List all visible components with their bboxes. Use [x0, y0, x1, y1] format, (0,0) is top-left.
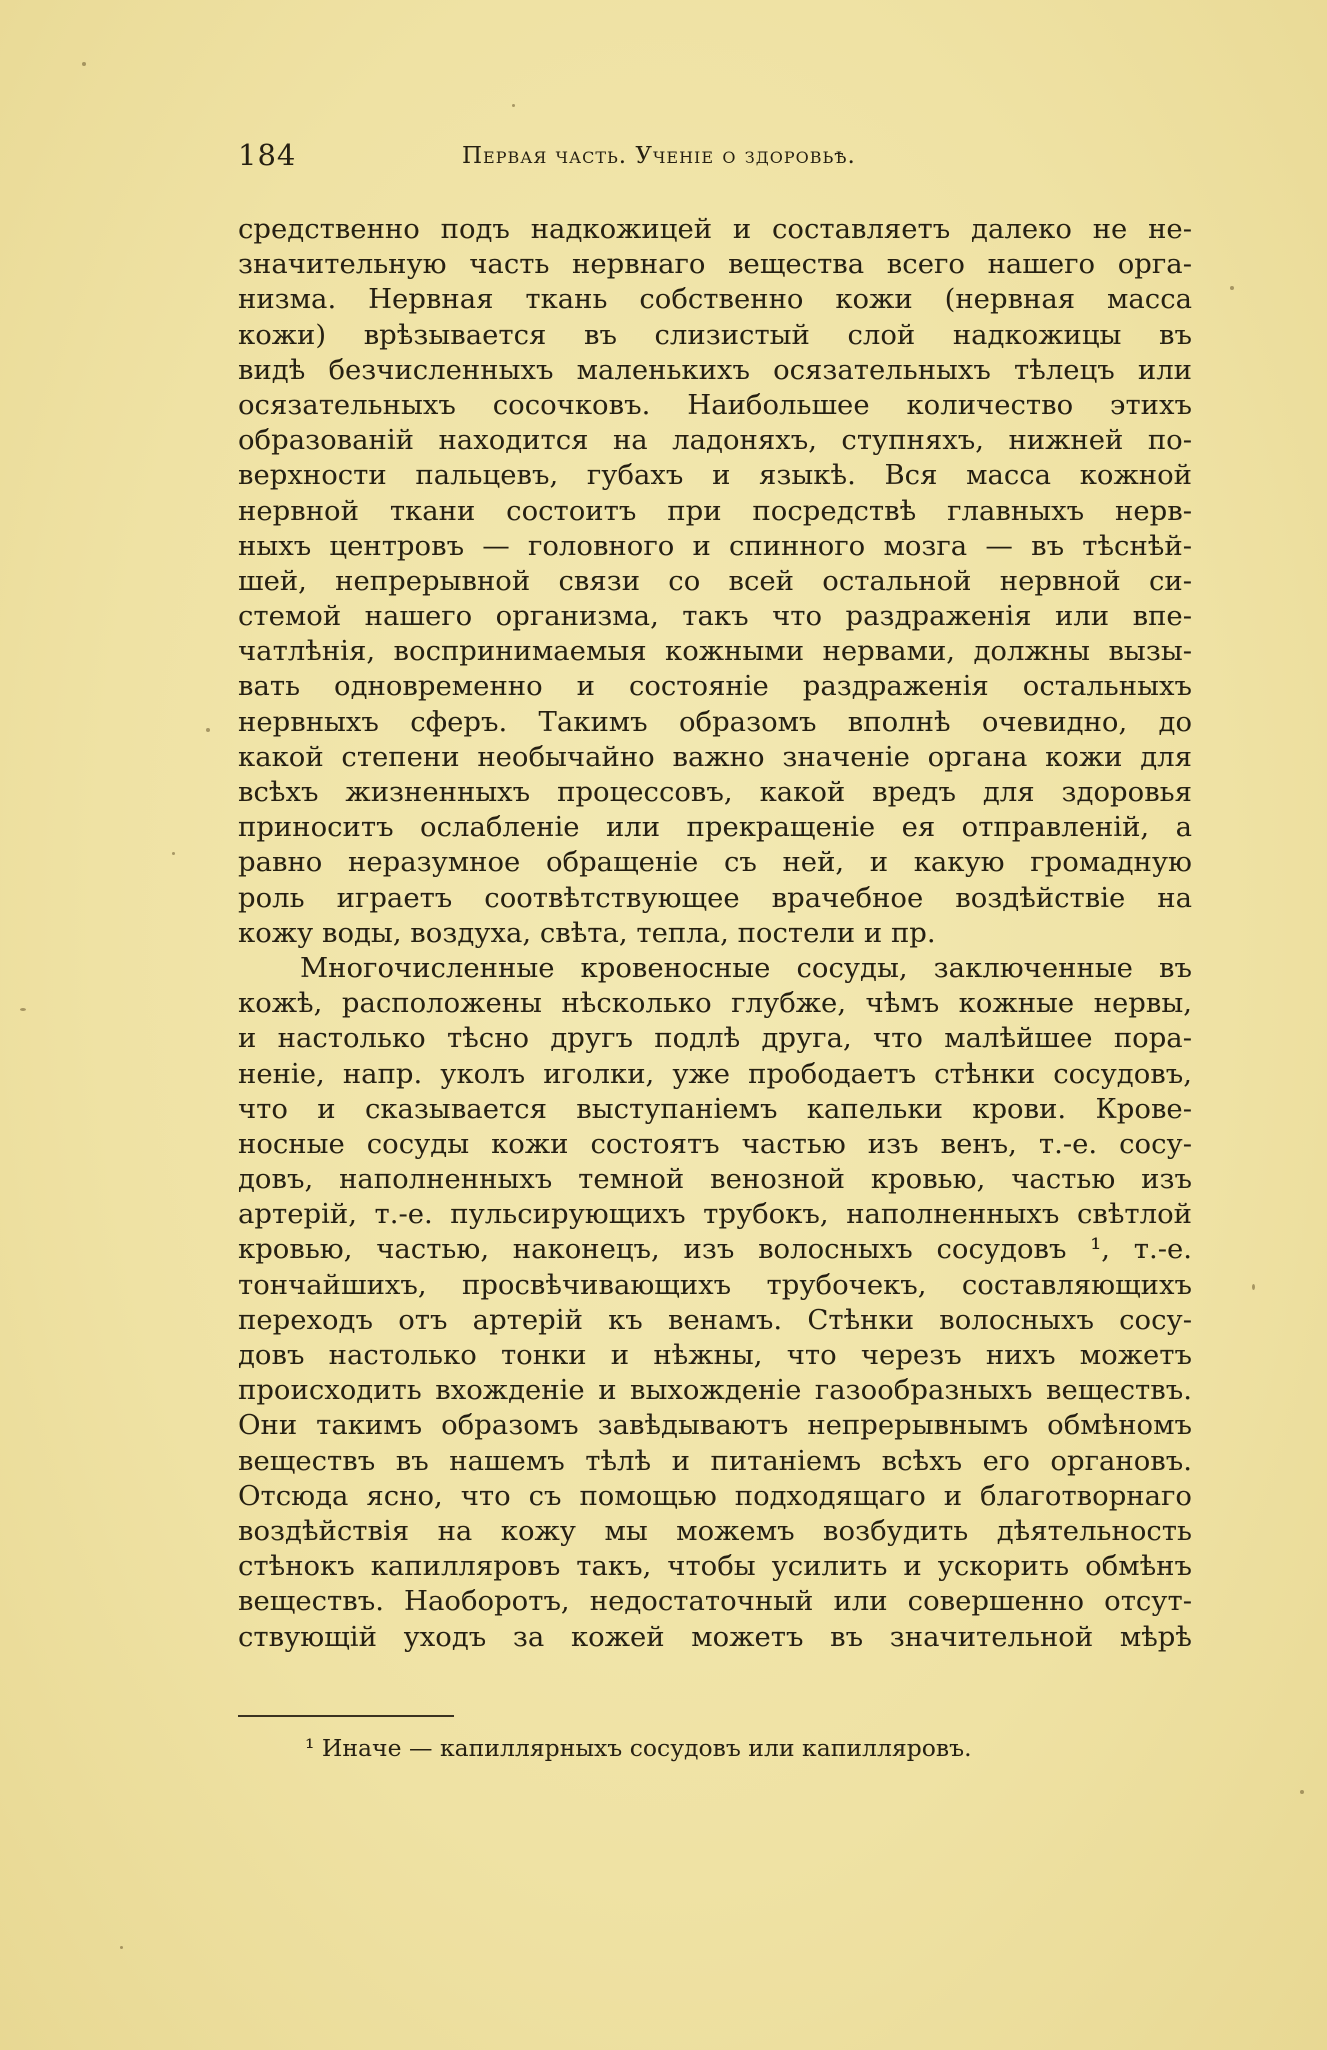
text-line: низма. Нервная ткань собственно кожи (нервная масса — [238, 283, 1192, 316]
text-line: шей, непрерывной связи со всей остальной нервной си- — [238, 564, 1192, 597]
text-line: происходить вхожденіе и выхожденіе газообразныхъ веществъ. — [238, 1374, 1192, 1407]
text-line: ствующій уходъ за кожей можетъ въ значительной мѣрѣ — [238, 1620, 1192, 1653]
paper-speck — [206, 728, 210, 732]
page-header — [238, 138, 1192, 178]
paper-speck — [82, 62, 86, 66]
text-line: образованій находится на ладоняхъ, ступняхъ, нижней по- — [238, 424, 1192, 457]
body-text — [238, 212, 1192, 1655]
text-line: кровью, частью, наконецъ, изъ волосныхъ сосудовъ ¹, т.-е. — [238, 1233, 1192, 1266]
paper-speck — [120, 1946, 123, 1949]
paper-speck — [20, 1008, 26, 1011]
page-number: 184 — [238, 138, 297, 172]
text-line: носные сосуды кожи состоятъ частью изъ венъ, т.-е. сосу- — [238, 1127, 1192, 1160]
paper-speck — [1230, 286, 1234, 290]
text-line: средственно подъ надкожицей и составляетъ далеко не не- — [238, 213, 1192, 245]
text-line: приноситъ ослабленіе или прекращеніе ея отправленій, а — [238, 811, 1192, 844]
text-line: всѣхъ жизненныхъ процессовъ, какой вредъ для здоровья — [238, 776, 1192, 808]
text-line: воздѣйствія на кожу мы можемъ возбудить дѣятельность — [238, 1514, 1192, 1547]
text-line: какой степени необычайно важно значеніе органа кожи для — [238, 740, 1192, 773]
text-line: осязательныхъ сосочковъ. Наибольшее количество этихъ — [238, 388, 1192, 421]
text-line: тончайшихъ, просвѣчивающихъ трубочекъ, составляющихъ — [238, 1268, 1192, 1301]
text-line: неніе, напр. уколъ иголки, уже прободаетъ стѣнки сосудовъ, — [238, 1057, 1192, 1090]
text-line: ныхъ центровъ — головного и спинного мозга — въ тѣснѣй- — [238, 529, 1192, 562]
text-line: значительную часть нервнаго вещества всего нашего орга- — [238, 248, 1192, 281]
text-line: чатлѣнія, воспринимаемыя кожными нервами, должны вызы- — [238, 635, 1192, 668]
paper-speck — [1300, 1790, 1304, 1794]
text-line: кожу воды, воздуха, свѣта, тепла, постели и пр. — [238, 916, 936, 949]
text-line: нервныхъ сферъ. Такимъ образомъ вполнѣ очевидно, до — [238, 705, 1192, 738]
text-line: Отсюда ясно, что съ помощью подходящаго и благотворнаго — [238, 1479, 1192, 1512]
footnote-divider — [238, 1715, 454, 1717]
text-line: и настолько тѣсно другъ подлѣ друга, что малѣйшее пора- — [238, 1022, 1192, 1055]
text-line: кожи) врѣзывается въ слизистый слой надкожицы въ — [238, 318, 1192, 351]
text-line: Многочисленные кровеносные сосуды, заключенные въ — [300, 951, 1192, 984]
text-line: стѣнокъ капилляровъ такъ, чтобы усилить и ускорить обмѣнъ — [238, 1550, 1192, 1583]
text-line: стемой нашего организма, такъ что раздраженія или впе- — [238, 600, 1192, 633]
text-line: кожѣ, расположены нѣсколько глубже, чѣмъ кожные нервы, — [238, 987, 1192, 1020]
text-line: довъ, наполненныхъ темной венозной кровью, частью изъ — [238, 1163, 1192, 1196]
text-line: переходъ отъ артерій къ венамъ. Стѣнки волосныхъ сосу- — [238, 1303, 1192, 1336]
running-head: Первая часть. Ученіе о здоровьѣ. — [462, 143, 856, 169]
text-line: Они такимъ образомъ завѣдываютъ непрерывнымъ обмѣномъ — [238, 1409, 1192, 1442]
text-line: вать одновременно и состояніе раздраженія остальныхъ — [238, 670, 1192, 703]
text-line: артерій, т.-е. пульсирующихъ трубокъ, наполненныхъ свѣтлой — [238, 1198, 1192, 1231]
paragraph-2 — [238, 951, 1192, 1655]
text-line: видѣ безчисленныхъ маленькихъ осязательныхъ тѣлецъ или — [238, 353, 1192, 386]
text-line: довъ настолько тонки и нѣжны, что черезъ нихъ можетъ — [238, 1339, 1192, 1371]
text-line: веществъ. Наоборотъ, недостаточный или совершенно отсут- — [238, 1585, 1192, 1618]
footnote: ¹ Иначе — капиллярныхъ сосудовъ или капилляровъ. — [305, 1734, 972, 1762]
paper-speck — [1252, 1284, 1255, 1290]
text-line: что и сказывается выступаніемъ капельки крови. Крове- — [238, 1092, 1192, 1125]
text-line: верхности пальцевъ, губахъ и языкѣ. Вся масса кожной — [238, 459, 1192, 492]
paper-speck — [512, 104, 515, 107]
paragraph-1 — [238, 212, 1192, 951]
text-line: веществъ въ нашемъ тѣлѣ и питаніемъ всѣхъ его органовъ. — [238, 1444, 1192, 1477]
text-line: равно неразумное обращеніе съ ней, и какую громадную — [238, 846, 1192, 879]
text-line: нервной ткани состоитъ при посредствѣ главныхъ нерв- — [238, 494, 1192, 527]
text-line: роль играетъ соотвѣтствующее врачебное воздѣйствіе на — [238, 881, 1192, 914]
paper-speck — [172, 852, 175, 855]
